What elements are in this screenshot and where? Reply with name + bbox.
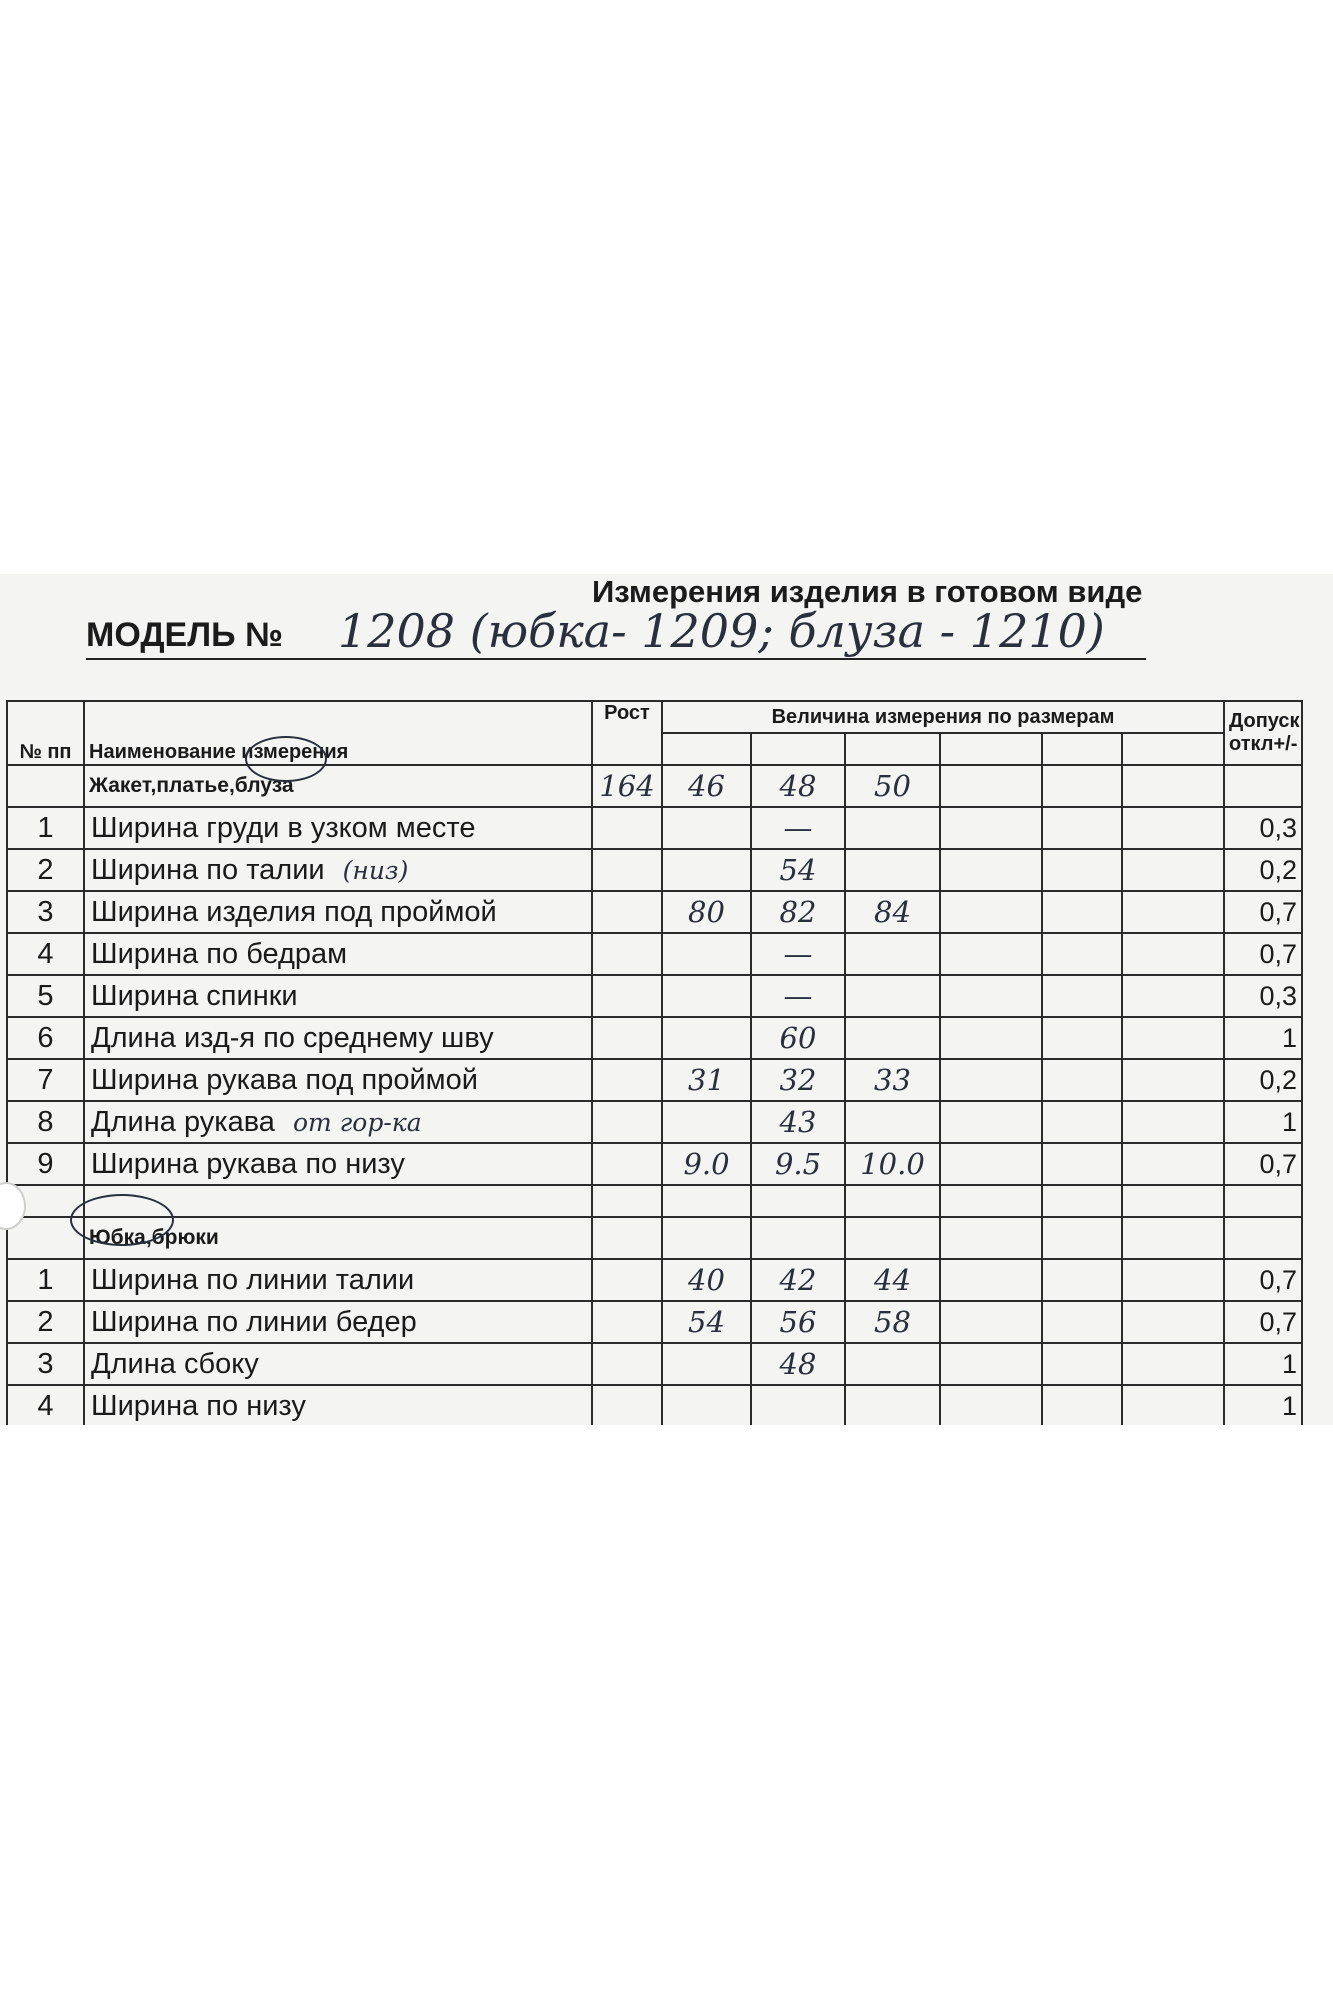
table-row bbox=[7, 891, 1302, 933]
row-name: Длина сбоку bbox=[91, 1347, 259, 1380]
row-name-cell bbox=[84, 1343, 592, 1385]
row-tolerance: 1 bbox=[1224, 1101, 1302, 1143]
size-cell bbox=[940, 1101, 1042, 1143]
pen-circle-yubka bbox=[70, 1194, 174, 1246]
tolerance-cell bbox=[1224, 765, 1302, 807]
header-size-cell bbox=[662, 733, 751, 765]
size-cell bbox=[940, 1059, 1042, 1101]
header-name: Наименование измерения bbox=[84, 701, 592, 765]
row-num: 4 bbox=[7, 1385, 84, 1425]
table-row bbox=[7, 1385, 1302, 1425]
table-row bbox=[7, 849, 1302, 891]
size-cell bbox=[1042, 933, 1122, 975]
row-name: Ширина по низу bbox=[91, 1389, 306, 1422]
size-cell bbox=[1122, 807, 1224, 849]
size-value: 31 bbox=[662, 1059, 751, 1101]
sheet-title: Измерения изделия в готовом виде bbox=[592, 574, 1143, 609]
size-value bbox=[845, 1343, 940, 1385]
row-name-cell bbox=[84, 849, 592, 891]
empty-cell bbox=[940, 1217, 1042, 1259]
size-value: 58 bbox=[845, 1301, 940, 1343]
rost-cell bbox=[592, 1385, 662, 1425]
size-cell bbox=[1042, 1301, 1122, 1343]
size-value: 60 bbox=[751, 1017, 845, 1059]
table-row bbox=[7, 1301, 1302, 1343]
size-cell bbox=[940, 1259, 1042, 1301]
table-body bbox=[7, 701, 1302, 1425]
size-value: — bbox=[751, 975, 845, 1017]
empty-cell bbox=[845, 1185, 940, 1217]
empty-cell bbox=[662, 1217, 751, 1259]
row-name: Ширина рукава по низу bbox=[91, 1147, 405, 1180]
table-row bbox=[7, 1059, 1302, 1101]
header-sizes: Величина измерения по размерам bbox=[662, 701, 1224, 733]
row-name-cell bbox=[84, 1143, 592, 1185]
size-value bbox=[662, 1385, 751, 1425]
empty-cell bbox=[662, 1185, 751, 1217]
empty-cell bbox=[1122, 1185, 1224, 1217]
rost-cell bbox=[592, 849, 662, 891]
size-value: 80 bbox=[662, 891, 751, 933]
row-name: Ширина груди в узком месте bbox=[91, 811, 476, 844]
header-size-cell bbox=[940, 733, 1042, 765]
row-num: 6 bbox=[7, 1017, 84, 1059]
size-cell bbox=[940, 1301, 1042, 1343]
header-size-cell bbox=[751, 733, 845, 765]
size-cell bbox=[1122, 1385, 1224, 1425]
row-tolerance: 0,2 bbox=[1224, 1059, 1302, 1101]
size-value bbox=[845, 807, 940, 849]
empty-cell bbox=[592, 1185, 662, 1217]
size-value: 82 bbox=[751, 891, 845, 933]
rost-cell bbox=[592, 1343, 662, 1385]
row-name: Ширина рукава под проймой bbox=[91, 1063, 478, 1096]
size-value bbox=[1122, 765, 1224, 807]
row-name-cell bbox=[84, 807, 592, 849]
size-cell bbox=[940, 891, 1042, 933]
size-cell bbox=[1042, 1017, 1122, 1059]
size-cell bbox=[1122, 933, 1224, 975]
row-num: 1 bbox=[7, 807, 84, 849]
size-value: — bbox=[751, 933, 845, 975]
table-row bbox=[7, 807, 1302, 849]
size-value: 43 bbox=[751, 1101, 845, 1143]
size-cell bbox=[940, 975, 1042, 1017]
pen-circle-bluza bbox=[245, 736, 327, 782]
row-num: 1 bbox=[7, 1259, 84, 1301]
row-num: 7 bbox=[7, 1059, 84, 1101]
empty-cell bbox=[1224, 1185, 1302, 1217]
model-number: 1208 (юбка- 1209; блуза - 1210) bbox=[338, 604, 1105, 658]
empty-cell bbox=[1042, 1217, 1122, 1259]
row-name-cell bbox=[84, 1385, 592, 1425]
size-cell bbox=[1042, 1259, 1122, 1301]
header-tolerance: Допуск откл+/- bbox=[1224, 701, 1302, 765]
rost-cell bbox=[592, 807, 662, 849]
size-value: — bbox=[751, 807, 845, 849]
size-cell bbox=[1122, 975, 1224, 1017]
rost-cell bbox=[592, 933, 662, 975]
size-value: 48 bbox=[751, 765, 845, 807]
size-cell bbox=[1122, 1143, 1224, 1185]
size-value bbox=[1042, 765, 1122, 807]
size-value: 50 bbox=[845, 765, 940, 807]
model-label: МОДЕЛЬ № bbox=[86, 616, 283, 654]
empty-cell bbox=[751, 1185, 845, 1217]
size-cell bbox=[1042, 891, 1122, 933]
size-cell bbox=[1042, 807, 1122, 849]
size-cell bbox=[1042, 849, 1122, 891]
size-cell bbox=[1042, 1385, 1122, 1425]
row-num: 2 bbox=[7, 849, 84, 891]
size-value: 32 bbox=[751, 1059, 845, 1101]
row-num: 2 bbox=[7, 1301, 84, 1343]
rost-cell bbox=[592, 891, 662, 933]
size-cell bbox=[1042, 1101, 1122, 1143]
size-value: 9.0 bbox=[662, 1143, 751, 1185]
table-row bbox=[7, 933, 1302, 975]
size-value: 33 bbox=[845, 1059, 940, 1101]
size-cell bbox=[940, 1385, 1042, 1425]
size-value bbox=[662, 975, 751, 1017]
size-value bbox=[845, 1017, 940, 1059]
empty-cell bbox=[1224, 1217, 1302, 1259]
table-row bbox=[7, 975, 1302, 1017]
table-row bbox=[7, 1343, 1302, 1385]
row-tolerance: 0,2 bbox=[1224, 849, 1302, 891]
empty-cell bbox=[940, 1185, 1042, 1217]
row-name: Ширина спинки bbox=[91, 979, 298, 1012]
size-cell bbox=[1122, 1059, 1224, 1101]
size-cell bbox=[940, 1017, 1042, 1059]
rost-value: 164 bbox=[592, 765, 662, 807]
empty-cell bbox=[845, 1217, 940, 1259]
size-value bbox=[751, 1385, 845, 1425]
row-name: Длина изд-я по среднему шву bbox=[91, 1021, 494, 1054]
size-value: 9.5 bbox=[751, 1143, 845, 1185]
row-name-cell bbox=[84, 1101, 592, 1143]
header-rost: Рост bbox=[592, 701, 662, 765]
size-cell bbox=[940, 807, 1042, 849]
section-label-jacket: Жакет,платье,блуза bbox=[84, 765, 592, 807]
table-row bbox=[7, 1259, 1302, 1301]
row-tolerance: 0,3 bbox=[1224, 807, 1302, 849]
spacer-row bbox=[7, 1185, 1302, 1217]
size-cell bbox=[1122, 891, 1224, 933]
size-value bbox=[845, 1101, 940, 1143]
size-cell bbox=[1042, 1143, 1122, 1185]
size-value bbox=[662, 1101, 751, 1143]
size-cell bbox=[940, 849, 1042, 891]
empty-cell bbox=[592, 1217, 662, 1259]
row-name-cell bbox=[84, 1059, 592, 1101]
empty-cell bbox=[1122, 1217, 1224, 1259]
size-value: 56 bbox=[751, 1301, 845, 1343]
size-cell bbox=[1122, 1101, 1224, 1143]
size-cell bbox=[1122, 1259, 1224, 1301]
size-value bbox=[940, 765, 1042, 807]
measurement-table bbox=[6, 700, 1303, 1425]
size-value: 54 bbox=[751, 849, 845, 891]
row-tolerance: 1 bbox=[1224, 1017, 1302, 1059]
row-num: 9 bbox=[7, 1143, 84, 1185]
size-value: 10.0 bbox=[845, 1143, 940, 1185]
size-cell bbox=[1122, 849, 1224, 891]
table-row bbox=[7, 1017, 1302, 1059]
row-name-cell bbox=[84, 1017, 592, 1059]
row-name: Длина рукава bbox=[91, 1105, 275, 1138]
size-value: 84 bbox=[845, 891, 940, 933]
header-size-cell bbox=[1122, 733, 1224, 765]
measurement-sheet bbox=[0, 574, 1333, 1425]
row-name: Ширина по бедрам bbox=[91, 937, 348, 970]
row-name: Ширина по линии бедер bbox=[91, 1305, 417, 1338]
section-label-skirt: Юбка,брюки bbox=[84, 1217, 592, 1259]
empty-cell bbox=[1042, 1185, 1122, 1217]
rost-cell bbox=[592, 1017, 662, 1059]
size-value: 42 bbox=[751, 1259, 845, 1301]
size-cell bbox=[1122, 1301, 1224, 1343]
row-name-cell bbox=[84, 1301, 592, 1343]
size-value: 48 bbox=[751, 1343, 845, 1385]
row-tolerance: 1 bbox=[1224, 1343, 1302, 1385]
header-size-cell bbox=[845, 733, 940, 765]
row-tolerance: 0,7 bbox=[1224, 933, 1302, 975]
row-name: Ширина изделия под проймой bbox=[91, 895, 497, 928]
row-name-cell bbox=[84, 891, 592, 933]
table-row bbox=[7, 1101, 1302, 1143]
size-value bbox=[662, 1017, 751, 1059]
row-tolerance: 1 bbox=[1224, 1385, 1302, 1425]
row-tolerance: 0,7 bbox=[1224, 891, 1302, 933]
row-num: 3 bbox=[7, 891, 84, 933]
row-note: от гор-ка bbox=[292, 1107, 422, 1137]
row-tolerance: 0,7 bbox=[1224, 1143, 1302, 1185]
size-value: 54 bbox=[662, 1301, 751, 1343]
row-tolerance: 0,7 bbox=[1224, 1259, 1302, 1301]
row-name: Ширина по линии талии bbox=[91, 1263, 415, 1296]
row-name: Ширина по талии bbox=[91, 853, 325, 886]
header-size-cell bbox=[1042, 733, 1122, 765]
size-value: 40 bbox=[662, 1259, 751, 1301]
rost-cell bbox=[592, 1059, 662, 1101]
rost-cell bbox=[592, 1101, 662, 1143]
size-value bbox=[662, 807, 751, 849]
row-note: (низ) bbox=[342, 855, 409, 885]
header-num: № пп bbox=[7, 701, 84, 765]
size-value bbox=[662, 1343, 751, 1385]
size-cell bbox=[1122, 1017, 1224, 1059]
size-value bbox=[845, 933, 940, 975]
size-value: 46 bbox=[662, 765, 751, 807]
size-value bbox=[845, 849, 940, 891]
rost-cell bbox=[592, 975, 662, 1017]
header-row bbox=[7, 701, 1302, 733]
size-cell bbox=[940, 1143, 1042, 1185]
size-cell bbox=[1042, 975, 1122, 1017]
row-name-cell bbox=[84, 975, 592, 1017]
size-cell bbox=[1042, 1059, 1122, 1101]
size-cell bbox=[1122, 1343, 1224, 1385]
section-row-jacket bbox=[7, 765, 1302, 807]
rost-cell bbox=[592, 1259, 662, 1301]
row-tolerance: 0,7 bbox=[1224, 1301, 1302, 1343]
size-value bbox=[662, 849, 751, 891]
size-value: 44 bbox=[845, 1259, 940, 1301]
row-name-cell bbox=[84, 1259, 592, 1301]
rost-cell bbox=[592, 1143, 662, 1185]
row-num: 4 bbox=[7, 933, 84, 975]
size-cell bbox=[940, 1343, 1042, 1385]
model-underline bbox=[86, 658, 1146, 660]
table-row bbox=[7, 1143, 1302, 1185]
row-name-cell bbox=[84, 933, 592, 975]
section-num-cell bbox=[7, 765, 84, 807]
size-cell bbox=[940, 933, 1042, 975]
rost-cell bbox=[592, 1301, 662, 1343]
size-cell bbox=[1042, 1343, 1122, 1385]
empty-cell bbox=[751, 1217, 845, 1259]
size-value bbox=[662, 933, 751, 975]
row-num: 5 bbox=[7, 975, 84, 1017]
row-num: 8 bbox=[7, 1101, 84, 1143]
size-value bbox=[845, 1385, 940, 1425]
row-num: 3 bbox=[7, 1343, 84, 1385]
section-row-skirt bbox=[7, 1217, 1302, 1259]
row-tolerance: 0,3 bbox=[1224, 975, 1302, 1017]
size-value bbox=[845, 975, 940, 1017]
